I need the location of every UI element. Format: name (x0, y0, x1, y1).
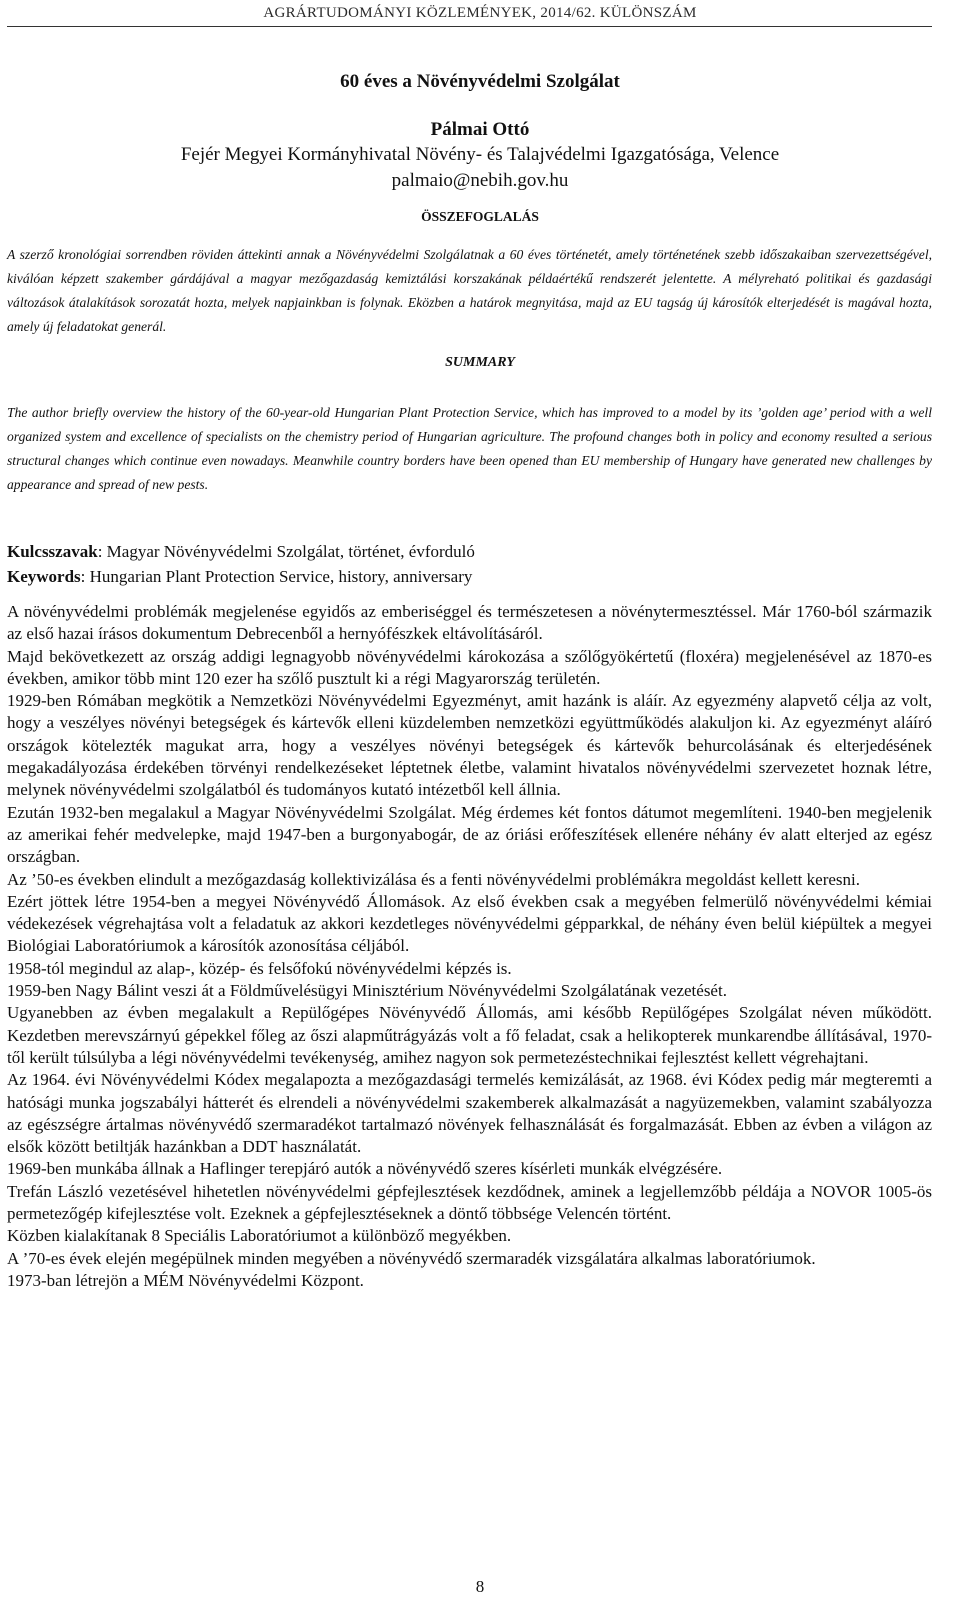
body-paragraph: 1973-ban létrejön a MÉM Növényvédelmi Központ. (7, 1270, 364, 1290)
body-text (7, 601, 932, 1292)
body-paragraph: 1969-ben munkába állnak a Haflinger terepjáró autók a növényvédő szeres kísérleti munkák elvégzésére. (7, 1159, 723, 1179)
body-paragraph: Ugyanebben az évben megalakult a Repülőgépes Növényvédő Állomás, ami később Repülőgépes Szolgálat néven működött. Kezdetben merevszárnyú gépekkel főleg az őszi alapműtrágyázás volt a fő feladat, csak a helikopterek munkarendbe állításával, 1970-től került túlsúlyba a légi növényvédelmi tevékenység, amihez nagyon sok permetezéstechnikai fejlesztést kellett végrehajtani. (7, 1003, 932, 1067)
keywords-en (7, 564, 932, 589)
page-number: 8 (475, 1577, 485, 1596)
abstract-hu-heading: ÖSSZEFOGLALÁS (421, 209, 539, 224)
body-paragraph: Az ’50-es években elindult a mezőgazdaság kollektivizálása és a fenti növényvédelmi problémákra megoldást kellett keresni. (7, 869, 860, 889)
body-paragraph: Ezért jöttek létre 1954-ben a megyei Növényvédő Állomások. Az első években csak a megyében felmerülő növényvédelmi kémiai védekezések végrehajtása volt a feladatuk az akkori kezdetleges növényvédelmi gépparkkal, de néhány éven belül kiépültek a megyei Biológiai Laboratóriumok a károsítók azonosítása céljából. (7, 891, 932, 956)
keywords-hu-value: : Magyar Növényvédelmi Szolgálat, történet, évforduló (97, 542, 475, 561)
keywords-hu-label: Kulcsszavak (7, 542, 98, 561)
author-affiliation: Fejér Megyei Kormányhivatal Növény- és Talajvédelmi Igazgatósága, Velence (180, 144, 780, 165)
body-paragraph: A ’70-es évek elején megépülnek minden megyében a növényvédő szermaradék vizsgálatára alkalmas laboratóriumok. (7, 1248, 816, 1268)
body-paragraph: 1929-ben Rómában megkötik a Nemzetközi Növényvédelmi Egyezményt, amit hazánk is aláír. Az egyezmény alapvető célja az volt, hogy a veszélyes növényi betegségek és kártevők elleni küzdelemben nemzetközi együttműködés alakuljon ki. Az egyezményt aláíró országok kötelezték magukat arra, hogy a veszélyes növényi betegségek és kártevők behurcolásának és elterjedésének megakadályozása érdekében törvényi rendelkezéseket léptetnek életbe, valamint hivatalos növényvédelmi szervezetet hoznak létre, melynek növényvédelmi szolgálatból és tudományos kutató intézetből kell állnia. (7, 691, 932, 800)
body-paragraph: Az 1964. évi Növényvédelmi Kódex megalapozta a mezőgazdasági termelés kemizálását, az 1968. évi Kódex pedig már megteremti a hatósági munka jogszabályi hátterét és elrendeli a növényvédelmi szakemberek alkalmazását a nagyüzemekben, valamint szabályozza az egészségre ártalmas növényvédő szermaradékot tartalmazó növények felhasználását és forgalmazását. Ebben az évben a világon az elsők között betiltják hazánkban a DDT használatát. (7, 1070, 932, 1157)
keywords-en-value: : Hungarian Plant Protection Service, history, anniversary (80, 567, 473, 586)
body-paragraph: Közben kialakítanak 8 Speciális Laboratóriumot a különböző megyékben. (7, 1226, 512, 1246)
author-name: Pálmai Ottó (430, 119, 530, 140)
body-paragraph: Trefán László vezetésével hihetetlen növényvédelmi gépfejlesztések kezdődnek, aminek a legjellemzőbb példája a NOVOR 1005-ös permetezőgép kifejlesztése volt. Ezeknek a gépfejlesztéseknek a döntő többsége Velencén történt. (7, 1181, 932, 1224)
title-block (0, 70, 960, 228)
running-header: AGRÁRTUDOMÁNYI KÖZLEMÉNYEK, 2014/62. KÜLÖNSZÁM (263, 5, 697, 21)
header-divider (7, 26, 932, 27)
body-paragraph: A növényvédelmi problémák megjelenése egyidős az emberiséggel és természetesen a növénytermesztéssel. Már 1760-ból származik az első hazai írásos dokumentum Debrecenből a hernyófészkek eltávolításáról. (7, 602, 932, 644)
article-title: 60 éves a Növényvédelmi Szolgálat (340, 71, 620, 92)
abstract-en-text: The author briefly overview the history of the 60-year-old Hungarian Plant Protection Service, which has improved to a model by its ’golden age’ period with a well organized system and excellence of specialists on the chemistry period of Hungarian agriculture. The profound changes both in policy and economy resulted a serious structural changes which continue even nowadays. Meanwhile country borders have been opened than EU membership of Hungary have generated new challenges by appearance and spread of new pests. (7, 405, 932, 492)
abstract-hu-text: A szerző kronológiai sorrendben röviden áttekinti annak a Növényvédelmi Szolgálatnak a 60 éves történetét, amely történetének szebb időszakaiban szervezettségével, kiválóan képzett szakember gárdájával a magyar mezőgazdaság kemiztálási korszakának példaértékű rendszerét jelentette. A mélyreható politikai és gazdasági változások átalakítások sorozatát hozta, melyek napjainkban is folynak. Eközben a határok megnyitása, majd az EU tagság új károsítók elterjedését is magával hozta, amely új feladatokat generál. (7, 247, 932, 334)
keywords-en-label: Keywords (7, 567, 81, 586)
body-paragraph: Ezután 1932-ben megalakul a Magyar Növényvédelmi Szolgálat. Még érdemes két fontos dátumot megemlíteni. 1940-ben megjelenik az amerikai fehér medvelepke, majd 1947-ben a burgonyabogár, de az óriási erőfeszítések ellenére néhány év alatt elterjed az egész országban. (7, 802, 932, 867)
keywords-hu (7, 539, 932, 564)
body-paragraph: Majd bekövetkezett az ország addigi legnagyobb növényvédelmi károkozása a szőlőgyökértetű (floxéra) megjelenésével az 1870-es években, amikor több mint 120 ezer ha szőlő pusztult ki a régi Magyarország területén. (7, 646, 932, 688)
body-paragraph: 1958-tól megindul az alap-, közép- és felsőfokú növényvédelmi képzés is. (7, 958, 512, 978)
abstract-en-heading: SUMMARY (445, 355, 515, 370)
keywords-block (7, 539, 932, 589)
author-email: palmaio@nebih.gov.hu (391, 170, 569, 191)
body-paragraph: 1959-ben Nagy Bálint veszi át a Földművelésügyi Minisztérium Növényvédelmi Szolgálatának vezetését. (7, 981, 727, 1001)
